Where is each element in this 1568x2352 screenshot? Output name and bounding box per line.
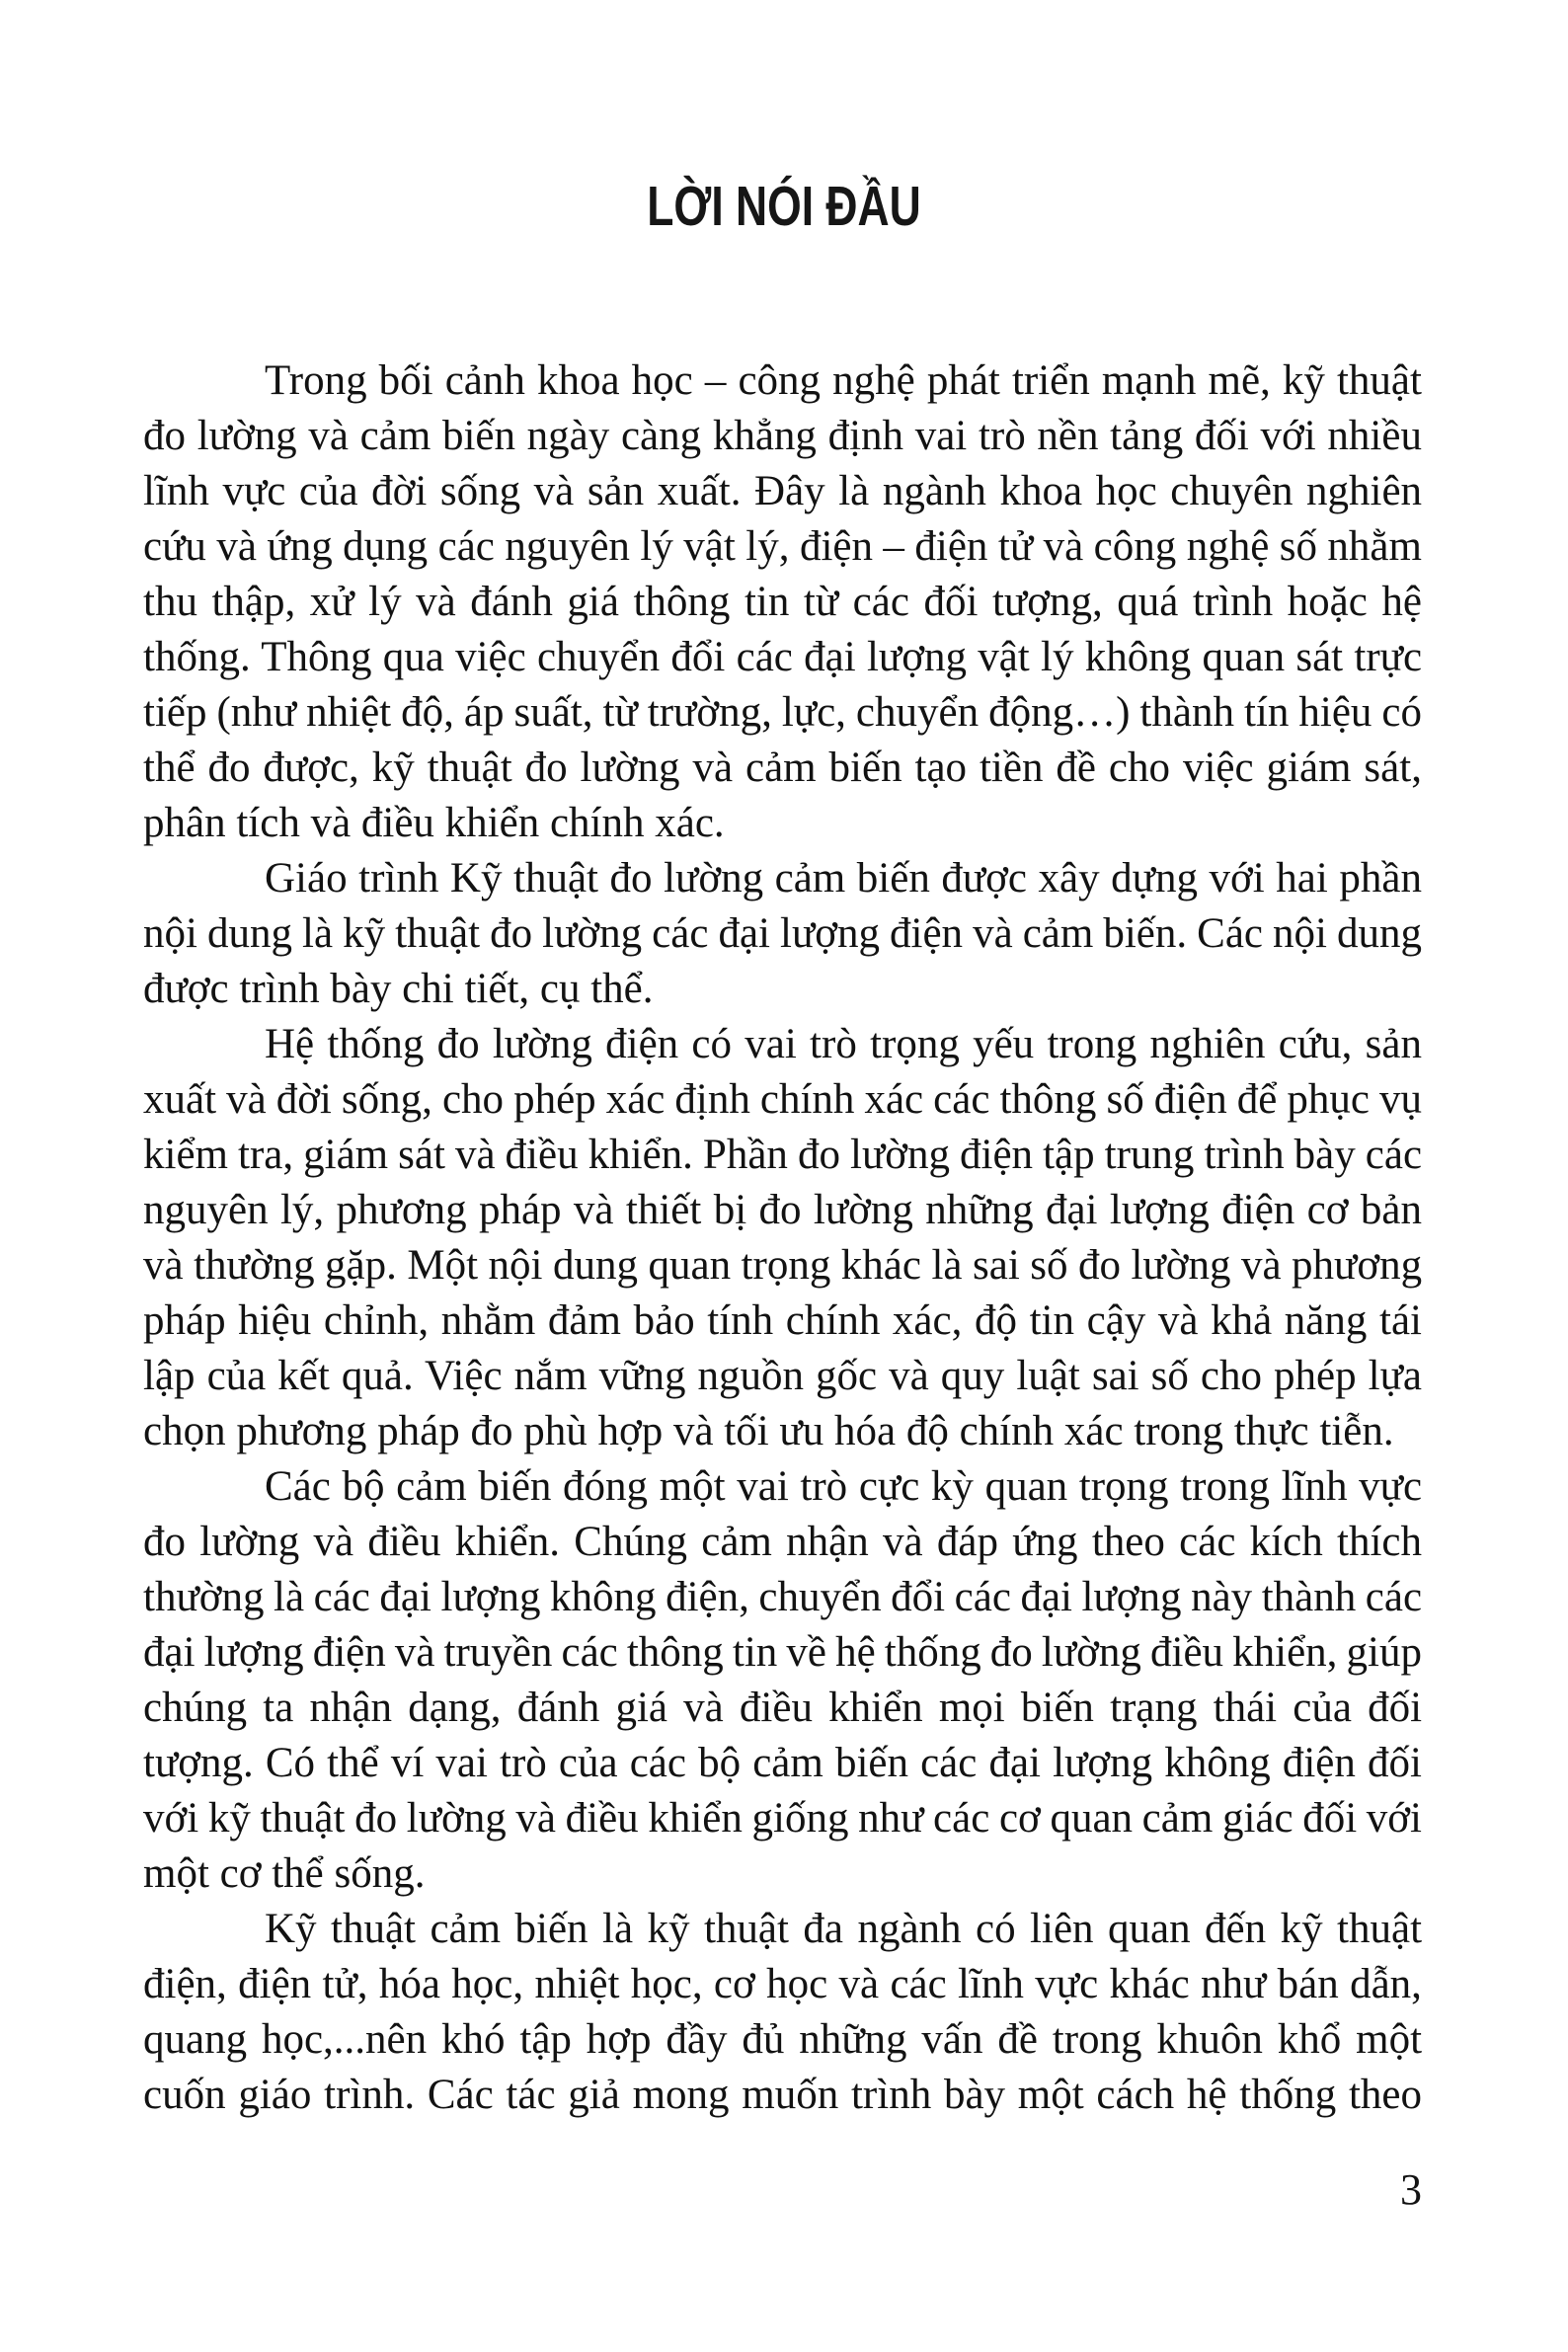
page-number: 3 [1400, 2165, 1422, 2214]
text-line: đo lường và điều khiển. Chúng cảm nhận và đáp ứng theo các kích thích [143, 1519, 1422, 1565]
text-line: Các bộ cảm biến đóng một vai trò cực kỳ quan trọng trong lĩnh vực [265, 1463, 1423, 1510]
text-line: nội dung là kỹ thuật đo lường các đại lượng điện và cảm biến. Các nội dung [143, 910, 1423, 957]
text-line: với kỹ thuật đo lường và điều khiển giống như các cơ quan cảm giác đối với [143, 1795, 1422, 1842]
text-line: điện, điện tử, hóa học, nhiệt học, cơ học và các lĩnh vực khác như bán dẫn, [143, 1961, 1422, 2007]
text-line: được trình bày chi tiết, cụ thể. [143, 966, 654, 1012]
text-line: một cơ thể sống. [143, 1850, 426, 1897]
text-line: phân tích và điều khiển chính xác. [143, 800, 725, 846]
text-line: thu thập, xử lý và đánh giá thông tin từ các đối tượng, quá trình hoặc hệ [143, 579, 1422, 625]
text-line: Hệ thống đo lường điện có vai trò trọng yếu trong nghiên cứu, sản [265, 1021, 1422, 1067]
body-text [143, 353, 1422, 2123]
text-line: chọn phương pháp đo phù hợp và tối ưu hóa độ chính xác trong thực tiễn. [143, 1408, 1394, 1454]
text-line: cuốn giáo trình. Các tác giả mong muốn trình bày một cách hệ thống theo [143, 2072, 1422, 2118]
text-line: Kỹ thuật cảm biến là kỹ thuật đa ngành có liên quan đến kỹ thuật [265, 1906, 1423, 1952]
text-line: cứu và ứng dụng các nguyên lý vật lý, điện – điện tử và công nghệ số nhằm [143, 523, 1422, 570]
text-line: thể đo được, kỹ thuật đo lường và cảm biến tạo tiền đề cho việc giám sát, [143, 745, 1422, 791]
text-line: Giáo trình Kỹ thuật đo lường cảm biến được xây dựng với hai phần [265, 855, 1422, 902]
page-title: LỜI NÓI ĐẦU [647, 175, 921, 238]
text-line: xuất và đời sống, cho phép xác định chính xác các thông số điện để phục vụ [143, 1076, 1423, 1123]
text-line: đại lượng điện và truyền các thông tin về hệ thống đo lường điều khiển, giúp [143, 1629, 1422, 1676]
text-line: Trong bối cảnh khoa học – công nghệ phát triển mạnh mẽ, kỹ thuật [265, 357, 1422, 404]
text-line: thường là các đại lượng không điện, chuyển đổi các đại lượng này thành các [143, 1574, 1423, 1620]
text-line: tiếp (như nhiệt độ, áp suất, từ trường, lực, chuyển động…) thành tín hiệu có [143, 689, 1423, 736]
text-line: quang học,...nên khó tập hợp đầy đủ những vấn đề trong khuôn khổ một [143, 2016, 1423, 2063]
text-line: thống. Thông qua việc chuyển đổi các đại lượng vật lý không quan sát trực [143, 634, 1423, 680]
text-line: đo lường và cảm biến ngày càng khẳng định vai trò nền tảng đối với nhiều [143, 413, 1422, 459]
text-line: pháp hiệu chỉnh, nhằm đảm bảo tính chính xác, độ tin cậy và khả năng tái [143, 1297, 1422, 1344]
text-line: lập của kết quả. Việc nắm vững nguồn gốc và quy luật sai số cho phép lựa [143, 1353, 1423, 1399]
text-line: chúng ta nhận dạng, đánh giá và điều khiển mọi biến trạng thái của đối [143, 1685, 1423, 1731]
text-line: lĩnh vực của đời sống và sản xuất. Đây là ngành khoa học chuyên nghiên [143, 468, 1423, 514]
text-line: nguyên lý, phương pháp và thiết bị đo lường những đại lượng điện cơ bản [143, 1187, 1422, 1233]
text-line: tượng. Có thể ví vai trò của các bộ cảm biến các đại lượng không điện đối [143, 1740, 1422, 1786]
text-line: kiểm tra, giám sát và điều khiển. Phần đo lường điện tập trung trình bày các [143, 1132, 1423, 1178]
text-line: và thường gặp. Một nội dung quan trọng khác là sai số đo lường và phương [143, 1242, 1423, 1289]
